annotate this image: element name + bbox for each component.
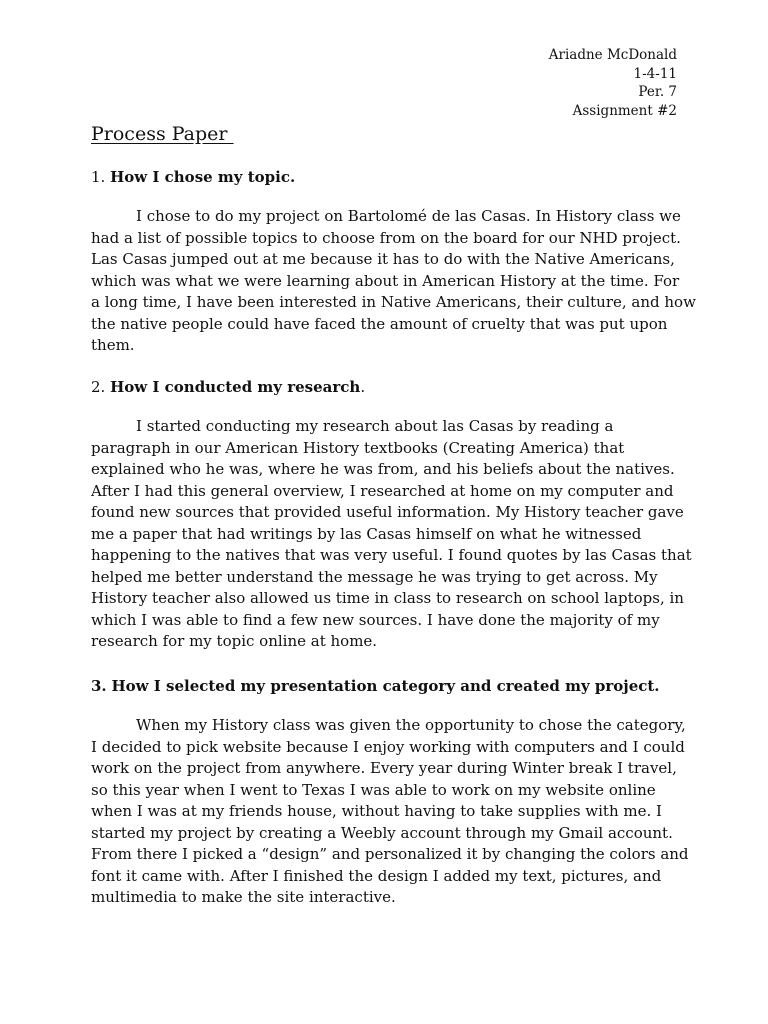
section-research — [91, 377, 692, 653]
paragraph-line: so this year when I went to Texas I was able to work on my website online — [91, 780, 656, 799]
paragraph-line: which I was able to find a few new sources. I have done the majority of my — [91, 610, 660, 629]
paragraph-line: research for my topic online at home. — [91, 632, 378, 650]
section-number: 3. — [91, 677, 107, 695]
paragraph-line: happening to the natives that was very useful. I found quotes by las Casas that — [91, 546, 692, 564]
assignment-number: Assignment #2 — [572, 102, 677, 119]
section-number: 2. — [91, 378, 106, 396]
section-title-suffix: . — [360, 378, 366, 396]
paragraph-line: History teacher also allowed us time in class to research on school laptops, in — [91, 589, 684, 607]
paragraph-line: After I had this general overview, I researched at home on my computer and — [91, 481, 674, 500]
paragraph-line: when I was at my friends house, without having to take supplies with me. I — [91, 802, 662, 820]
paragraph-line: Las Casas jumped out at me because it has to do with the Native Americans, — [91, 250, 675, 268]
paragraph-line: found new sources that provided useful information. My History teacher gave — [91, 503, 684, 521]
paragraph-line: I started conducting my research about las Casas by reading a — [136, 417, 614, 435]
paragraph-line: multimedia to make the site interactive. — [91, 888, 396, 906]
section-presentation — [91, 676, 689, 909]
paragraph-line: the native people could have faced the amount of cruelty that was put upon — [91, 314, 668, 333]
paragraph-line: work on the project from anywhere. Every year during Winter break I travel, — [91, 759, 677, 777]
header-block — [549, 46, 677, 120]
section-heading — [91, 377, 681, 398]
paragraph-line: font it came with. After I finished the design I added my text, pictures, and — [91, 866, 662, 885]
paragraph-line: started my project by creating a Weebly account through my Gmail account. — [91, 823, 673, 842]
page-title: Process Paper — [91, 123, 234, 145]
section-heading — [91, 167, 681, 188]
section-title: How I chose my topic. — [110, 168, 296, 186]
paragraph-line: When my History class was given the opportunity to chose the category, — [136, 716, 686, 734]
class-period: Per. 7 — [638, 84, 677, 100]
paragraph-line: I decided to pick website because I enjoy working with computers and I could — [91, 737, 685, 756]
paragraph-line: them. — [91, 336, 135, 354]
paragraph-line: had a list of possible topics to choose from on the board for our NHD project. — [91, 228, 681, 247]
section-topic — [91, 167, 696, 357]
section-paragraph — [91, 206, 696, 357]
section-number: 1. — [91, 168, 106, 186]
paragraph-line: explained who he was, where he was from, and his beliefs about the natives. — [91, 460, 675, 478]
paragraph-line: which was what we were learning about in American History at the time. For — [91, 271, 680, 290]
section-paragraph — [91, 416, 692, 653]
author-name: Ariadne McDonald — [548, 47, 677, 63]
paragraph-line: helped me better understand the message he was trying to get across. My — [91, 567, 658, 586]
section-heading — [91, 676, 681, 697]
section-title: How I conducted my research — [110, 378, 361, 396]
document-date: 1-4-11 — [633, 65, 677, 82]
paragraph-line: me a paper that had writings by las Casas himself on what he witnessed — [91, 524, 642, 543]
paragraph-line: paragraph in our American History textbooks (Creating America) that — [91, 438, 625, 457]
paragraph-line: I chose to do my project on Bartolomé de las Casas. In History class we — [136, 207, 681, 225]
section-title: How I selected my presentation category and created my project. — [111, 677, 660, 695]
paragraph-line: a long time, I have been interested in Native Americans, their culture, and how — [91, 293, 696, 311]
paragraph-line: From there I picked a “design” and personalized it by changing the colors and — [91, 845, 689, 863]
section-paragraph — [91, 715, 689, 909]
